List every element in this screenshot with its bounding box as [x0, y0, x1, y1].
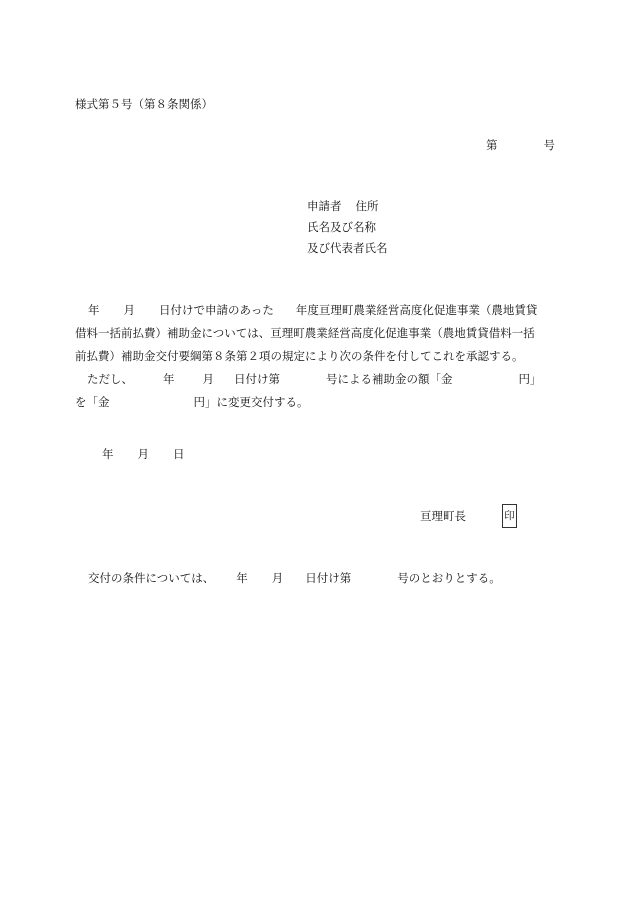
body-line-3: 前払費）補助金交付要綱第８条第２項の規定により次の条件を付してこれを承認する。: [75, 349, 524, 363]
conditions-intro: 交付の条件については、: [88, 571, 215, 585]
issuer-title: 亘理町長: [420, 509, 466, 523]
issue-date: [102, 447, 185, 461]
body-line-4: [75, 368, 560, 391]
proviso-intro: ただし、: [87, 372, 133, 386]
applicant-role-label: 申請者: [307, 199, 342, 213]
applicant-representative-label: 及び代表者氏名: [307, 241, 388, 255]
conditions-day: 日付け第: [305, 571, 352, 585]
document-number: [486, 138, 555, 152]
body-fiscal-year-clause: 年度亘理町農業経営高度化促進事業（農地賃貸: [295, 303, 538, 317]
conditions-month: 月: [271, 571, 284, 585]
body-date-day-clause: 日付けで申請のあった: [159, 303, 274, 317]
proviso-day: 日付け第: [234, 372, 280, 386]
changed-amount-prefix: を「金: [75, 395, 110, 409]
applicant-address-label: 住所: [355, 199, 379, 213]
issue-date-year: 年: [102, 447, 114, 461]
conditions-suffix: 号のとおりとする。: [397, 571, 501, 585]
proviso-yen: 円」: [518, 372, 542, 386]
proviso-number-clause: 号による補助金の額「金: [326, 372, 453, 386]
proviso-year: 年: [163, 372, 175, 386]
conditions-line: [88, 571, 501, 585]
applicant-name-label: 氏名及び名称: [307, 220, 376, 234]
body-line-5: [75, 391, 560, 414]
body-date-month: 月: [123, 303, 135, 317]
conditions-year: 年: [236, 571, 248, 585]
body-line-2: 借料一括前払費）補助金については、亘理町農業経営高度化促進事業（農地賃貸借料一括: [75, 326, 535, 340]
body-line-1: [75, 299, 560, 322]
issue-date-month: 月: [137, 447, 149, 461]
seal-box: 印: [502, 504, 517, 528]
changed-amount-suffix: 円」に変更交付する。: [193, 395, 309, 409]
document-number-suffix: 号: [543, 138, 555, 152]
applicant-address-line: [307, 199, 379, 213]
form-label: 様式第５号（第８条関係）: [75, 97, 213, 111]
body-date-year: 年: [88, 303, 100, 317]
document-number-prefix: 第: [486, 138, 498, 152]
proviso-month: 月: [202, 372, 214, 386]
issue-date-day: 日: [173, 447, 185, 461]
approval-paragraph: [75, 299, 560, 414]
